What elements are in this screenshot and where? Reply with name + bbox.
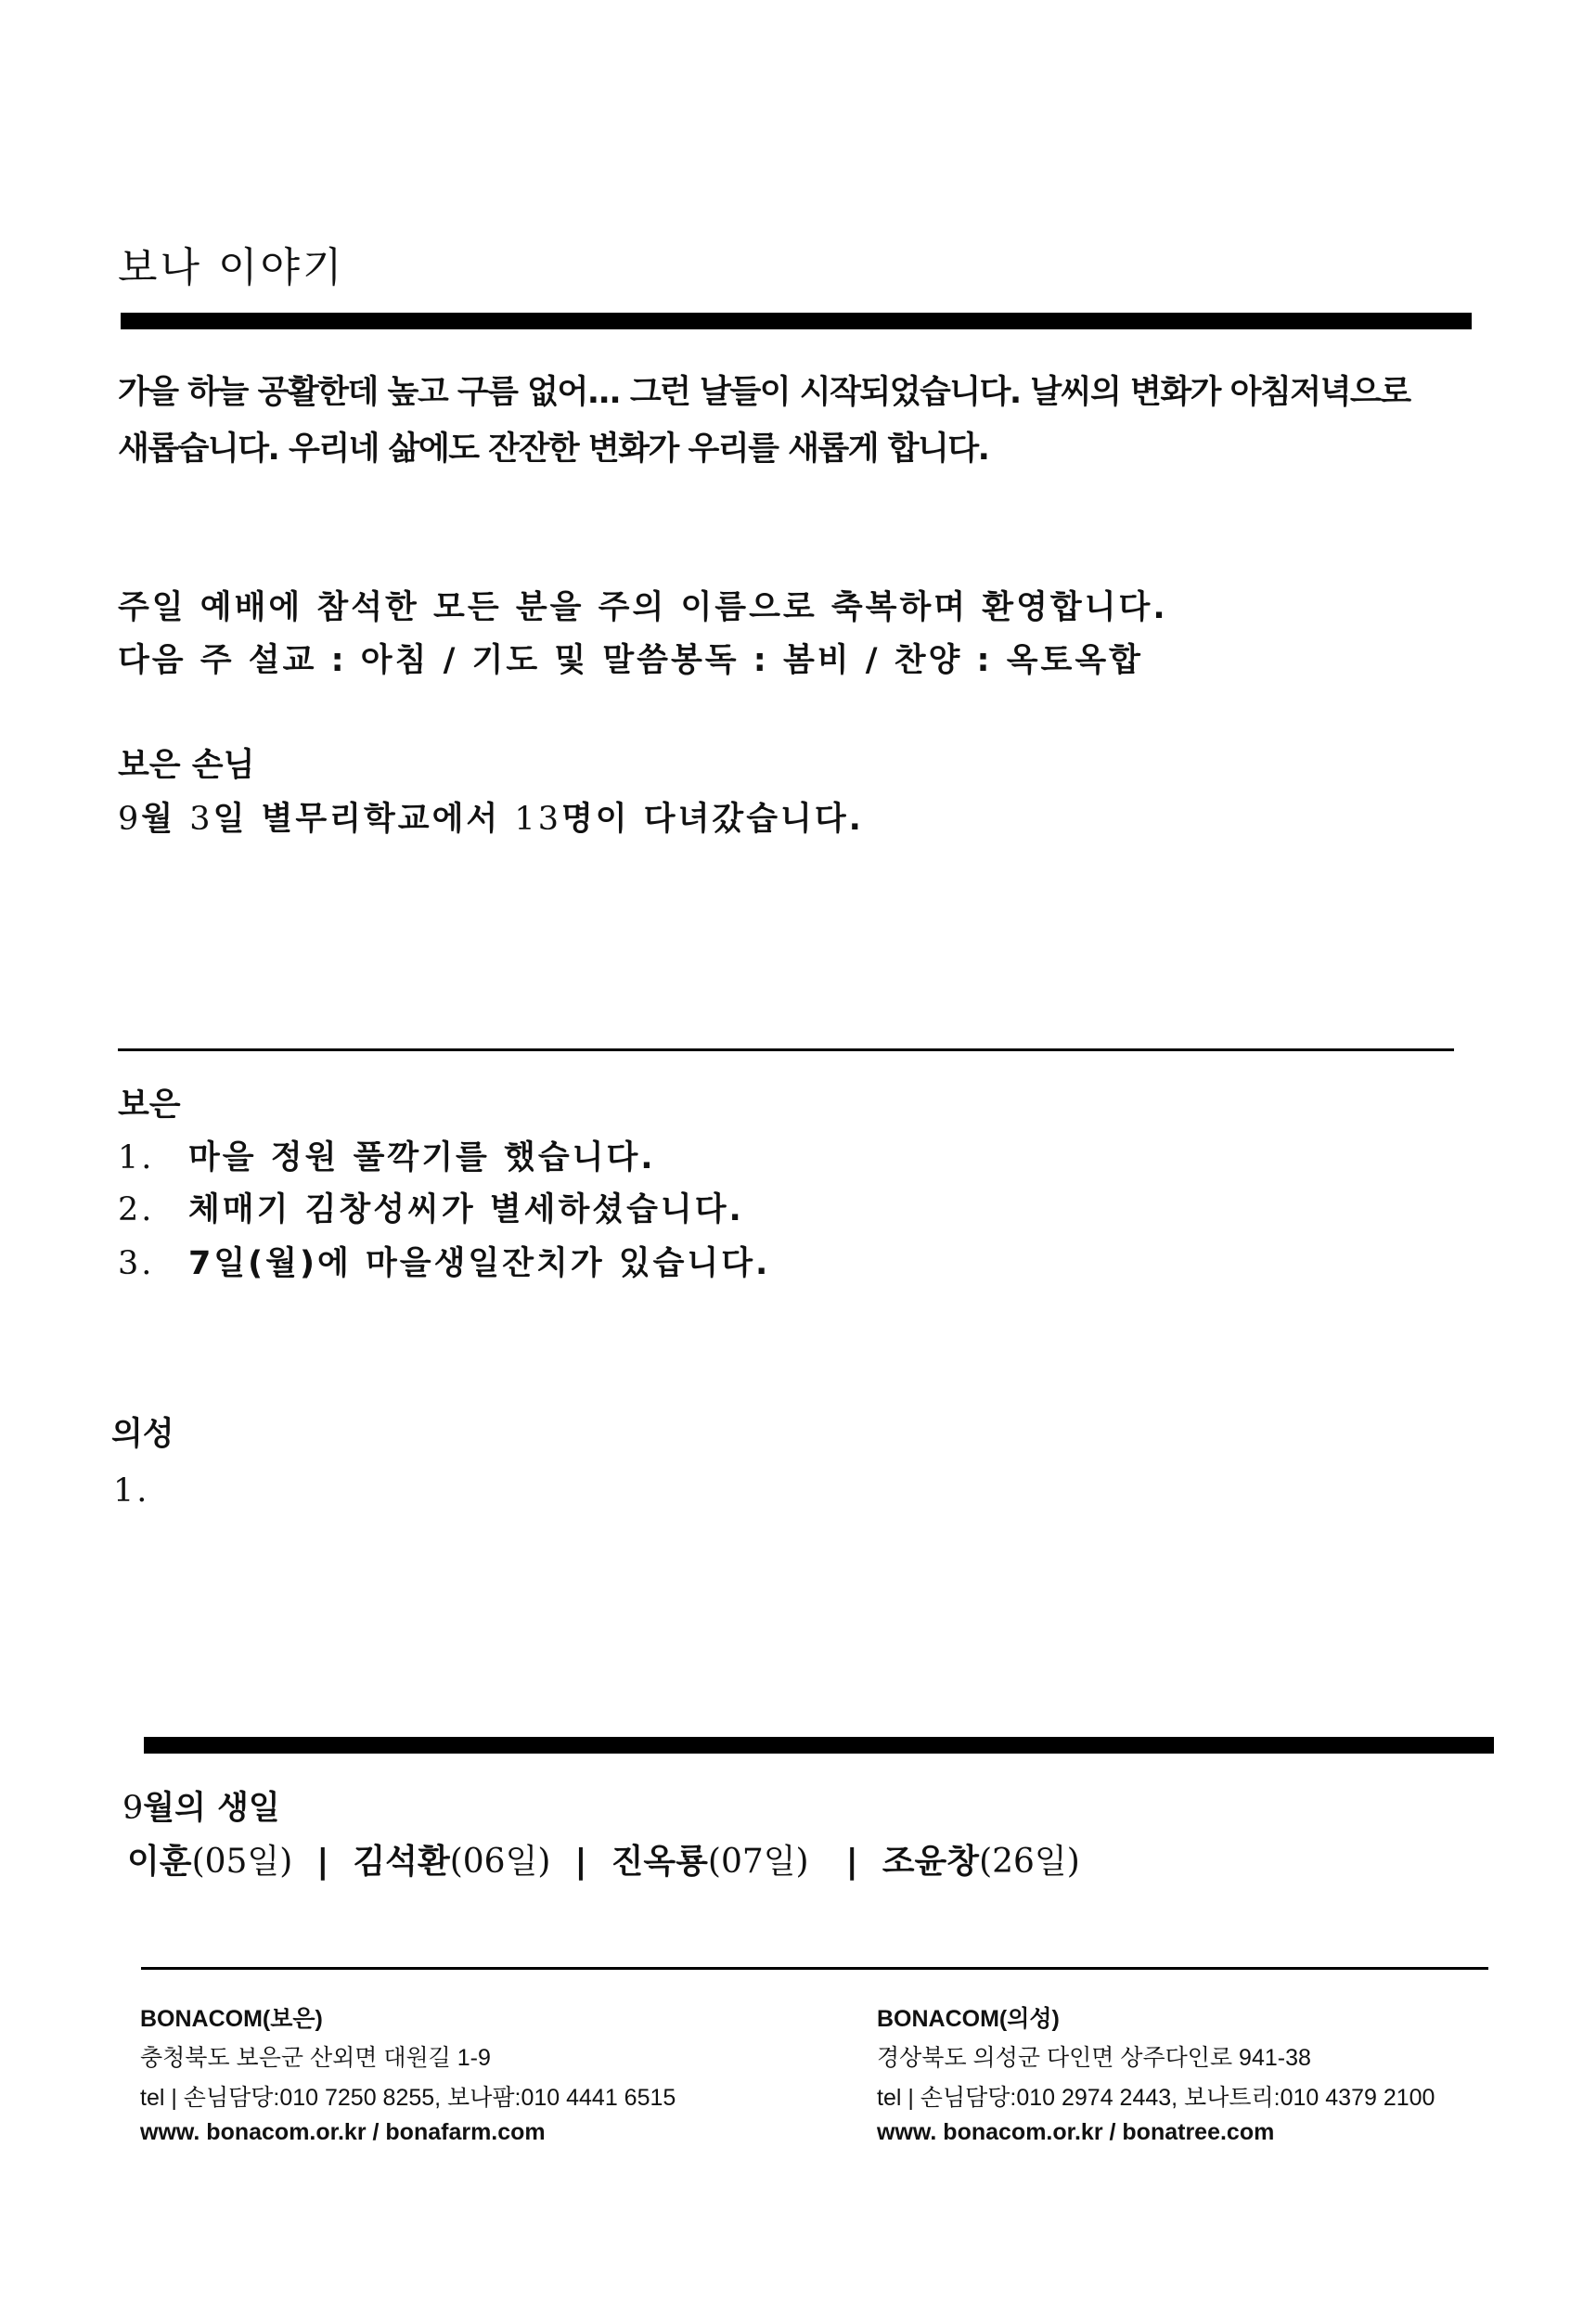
footer-left-web[interactable]: www. bonacom.or.kr / bonafarm.com	[140, 2119, 546, 2145]
list-text: 마을 정원 풀깍기를 했습니다.	[188, 1139, 656, 1176]
birthday-separator: |	[316, 1843, 329, 1881]
birthday-name: 김석환	[353, 1843, 450, 1881]
birthday-date: (07일)	[707, 1843, 809, 1881]
section-divider	[118, 1048, 1454, 1051]
worship-welcome: 주일 예배에 참석한 모든 분을 주의 이름으로 축복하며 환영합니다.	[118, 589, 1168, 626]
worship-schedule: 다음 주 설교 : 아침 / 기도 및 말씀봉독 : 봄비 / 찬양 : 옥토옥합	[118, 642, 1143, 679]
list-number: 1.	[118, 1139, 155, 1176]
birthday-name: 진옥룡	[611, 1843, 708, 1881]
birthday-separator: |	[574, 1843, 587, 1881]
guests-count-num: 13	[514, 801, 561, 838]
footer-left-tel: tel | 손님담당:010 7250 8255, 보나팜:010 4441 6515	[140, 2085, 676, 2111]
list-number: 3.	[118, 1245, 155, 1282]
birthday-month-num: 9	[122, 1790, 144, 1827]
guests-month-num: 9	[118, 801, 142, 838]
birthday-name: 조윤창	[882, 1843, 980, 1881]
page-title: 보나 이야기	[118, 244, 345, 291]
birthday-heading-text: 월의 생일	[143, 1790, 280, 1827]
list-number: 2.	[118, 1191, 155, 1228]
boeun-heading: 보은	[118, 1086, 181, 1124]
footer-divider	[141, 1967, 1488, 1970]
footer-right-org: BONACOM(의성)	[877, 2006, 1060, 2032]
guests-text	[118, 793, 864, 840]
birthday-date: (05일)	[191, 1843, 293, 1881]
title-divider	[121, 313, 1472, 329]
guests-heading: 보은 손님	[118, 747, 255, 784]
footer-right-tel: tel | 손님담당:010 2974 2443, 보나트리:010 4379 2100	[877, 2085, 1435, 2111]
footer-right-web[interactable]: www. bonacom.or.kr / bonatree.com	[877, 2119, 1275, 2145]
birthday-list	[127, 1835, 1080, 1883]
uiseong-item	[113, 1472, 184, 1510]
footer-right-address: 경상북도 의성군 다인면 상주다인로 941-38	[877, 2045, 1311, 2071]
birthday-heading	[122, 1782, 280, 1829]
guests-day-word: 일 별무리학교에서	[212, 801, 515, 838]
uiseong-heading: 의성	[111, 1416, 174, 1453]
footer-left-address: 충청북도 보은군 산외면 대원길 1-9	[140, 2045, 491, 2071]
list-text: 체매기 김창성씨가 별세하셨습니다.	[188, 1191, 744, 1228]
list-text: 7일(월)에 마을생일잔치가 있습니다.	[188, 1245, 771, 1282]
guests-day-num: 3	[189, 801, 213, 838]
birthday-name: 이훈	[127, 1843, 192, 1881]
birthday-date: (26일)	[979, 1843, 1080, 1881]
birthday-divider	[144, 1737, 1494, 1754]
guests-month-word: 월	[141, 801, 190, 838]
list-number: 1.	[113, 1472, 150, 1510]
boeun-item	[118, 1238, 770, 1284]
birthday-date: (06일)	[449, 1843, 551, 1881]
footer-left-org: BONACOM(보은)	[140, 2006, 323, 2032]
guests-rest: 명이 다녀갔습니다.	[560, 801, 864, 838]
birthday-separator: |	[845, 1843, 858, 1881]
intro-line-2: 새롭습니다. 우리네 삶에도 잔잔한 변화가 우리를 새롭게 합니다.	[118, 431, 989, 468]
boeun-item	[118, 1132, 656, 1178]
boeun-item	[118, 1184, 744, 1230]
intro-line-1: 가을 하늘 공활한데 높고 구름 없어... 그런 날들이 시작되었습니다. 날씨의 변화가 아침저녁으로	[118, 374, 1410, 411]
